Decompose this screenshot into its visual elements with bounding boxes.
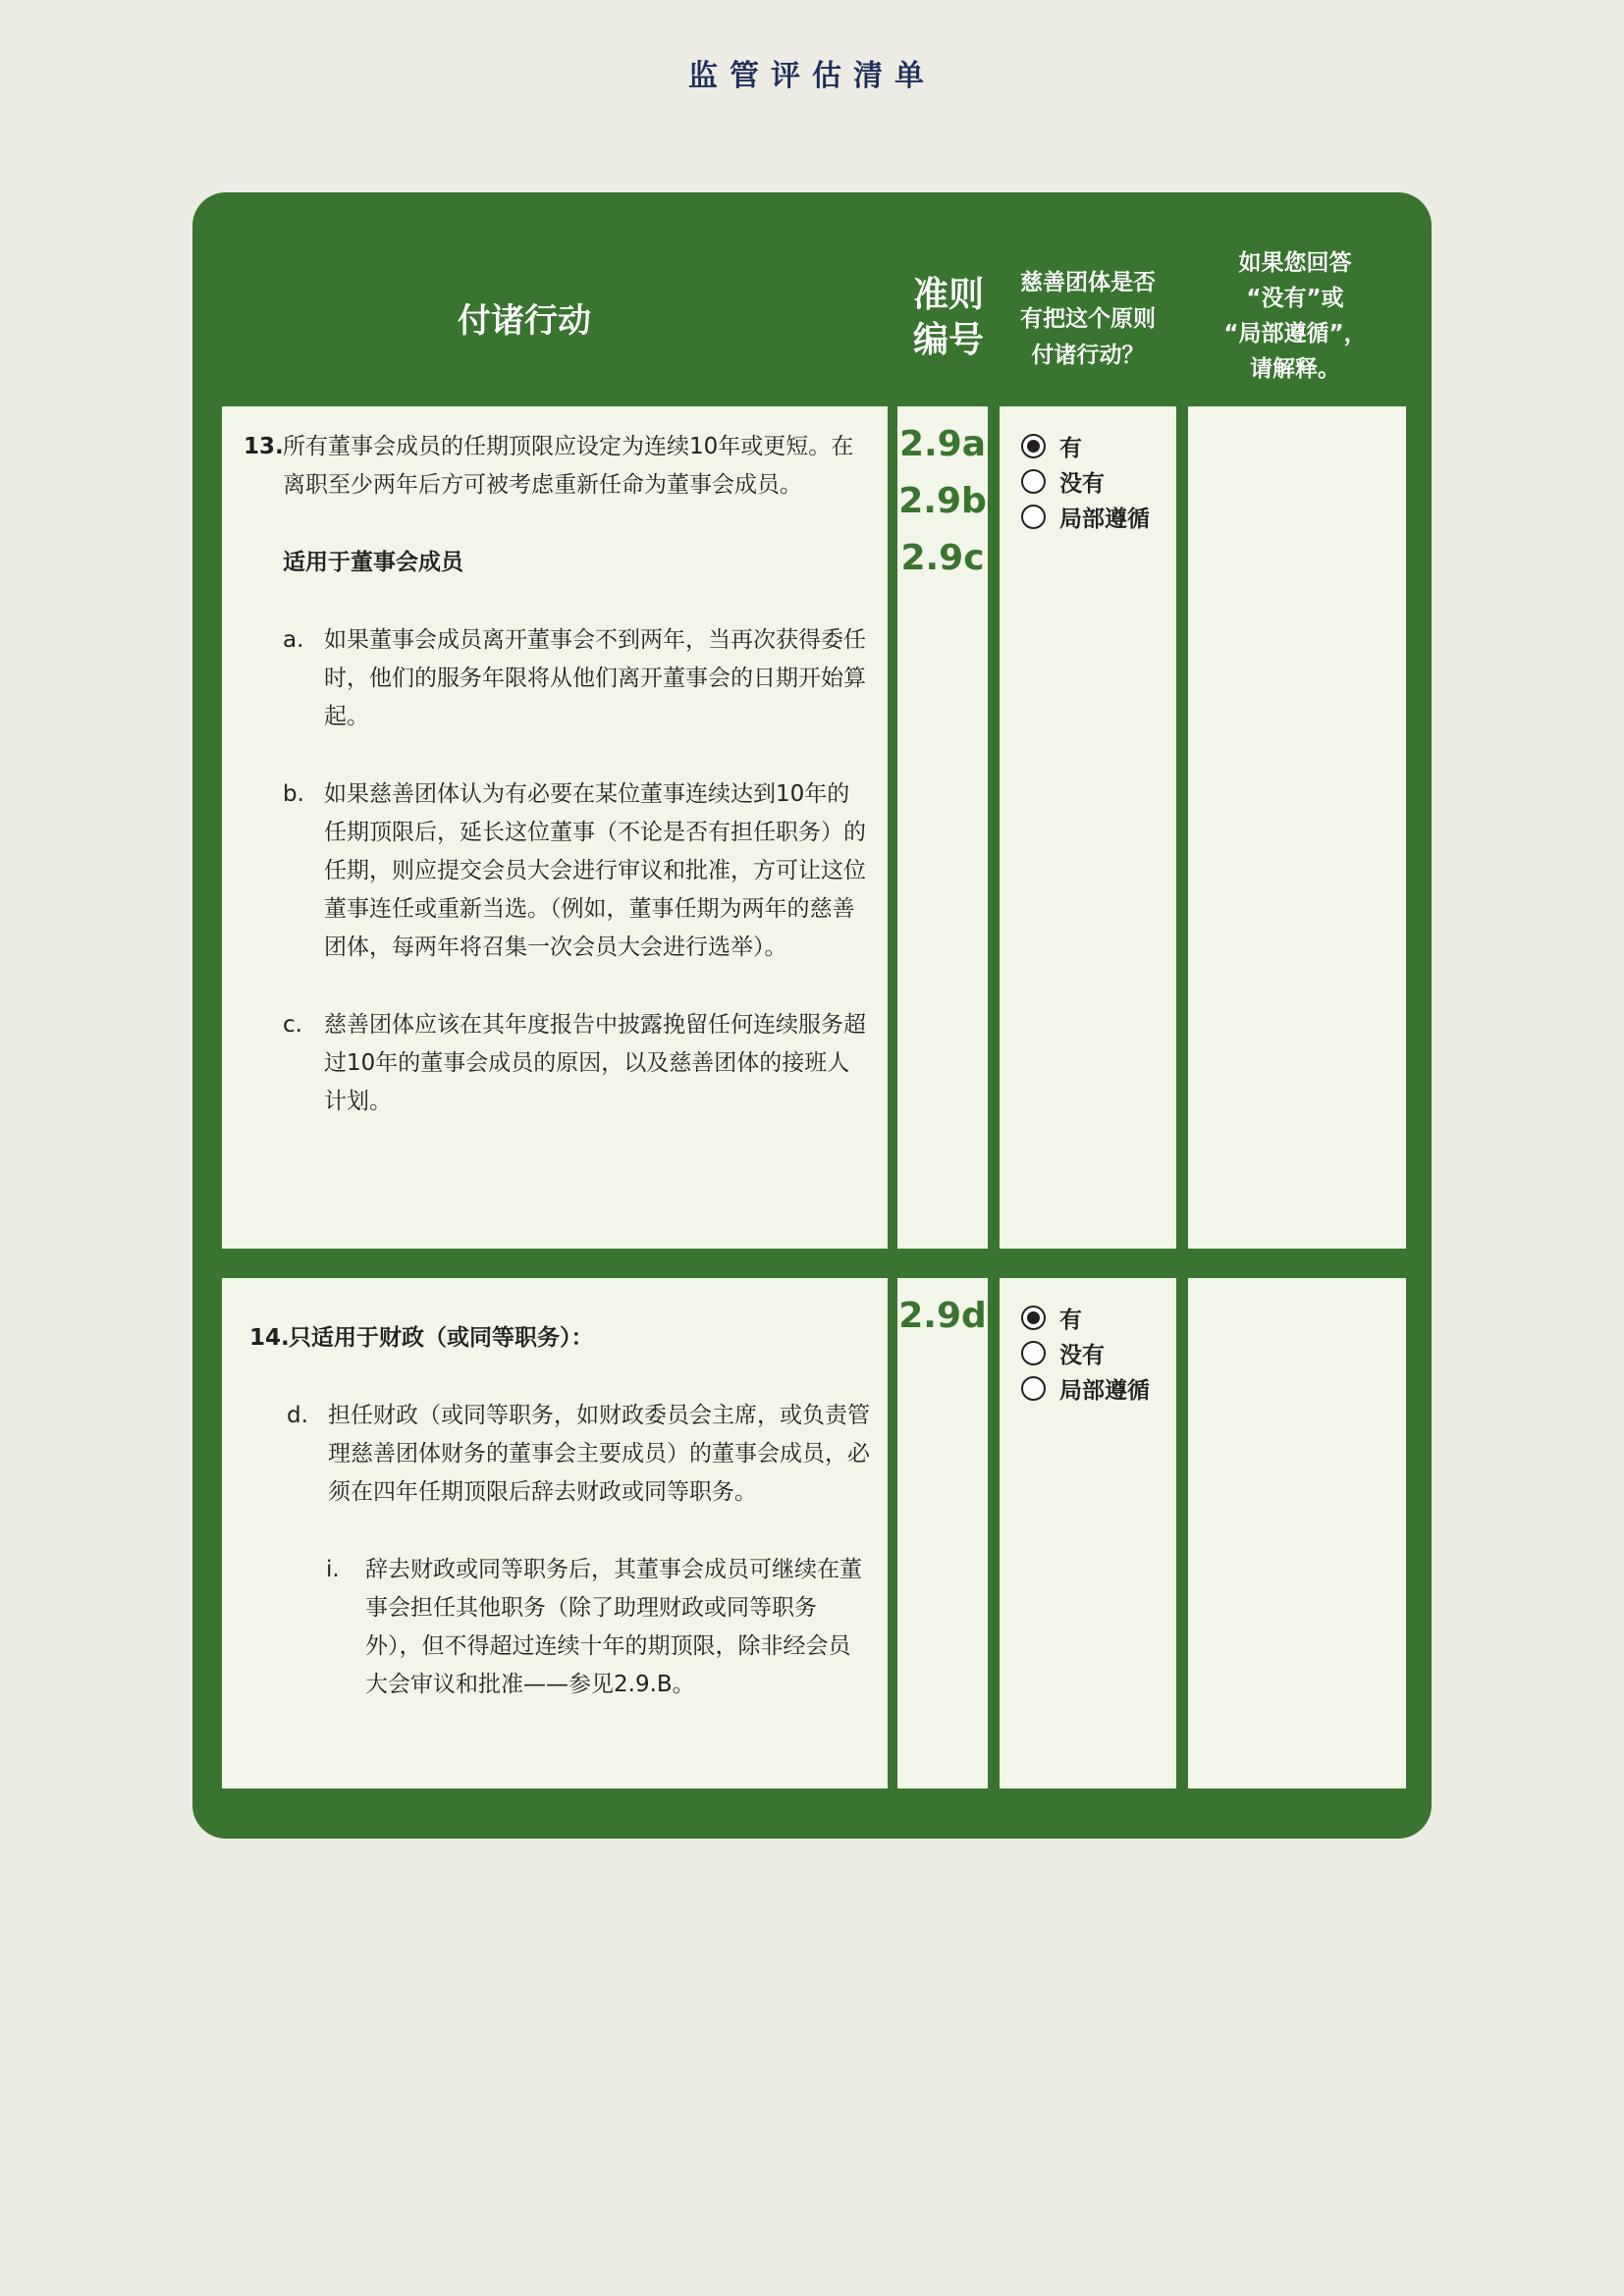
rule-ref: 2.9c — [900, 538, 985, 578]
row-13-item-b — [244, 775, 872, 967]
row-14-adopted-cell — [1000, 1278, 1176, 1789]
header-explain-line3: “局部遵循”， — [1223, 321, 1367, 347]
radio-label: 局部遵循 — [1059, 506, 1150, 532]
radio-option-partial[interactable] — [1021, 499, 1176, 534]
row-14-subitem-i — [244, 1551, 872, 1704]
radio-option-no[interactable] — [1021, 1335, 1176, 1370]
header-adopted — [990, 265, 1186, 374]
row-13-adopted-cell — [1000, 406, 1176, 1249]
header-rule-line1: 准则 — [912, 275, 984, 315]
radio-label: 有 — [1059, 1307, 1082, 1333]
row-13-radio-group — [1000, 406, 1176, 534]
radio-option-partial[interactable] — [1021, 1370, 1176, 1406]
item-text: 如果慈善团体认为有必要在某位董事连续达到10年的任期顶限后，延长这位董事（不论是否有担任职务）的任期，则应提交会员大会进行审议和批准，方可让这位董事连任或重新当选。（例如，董事任期为两年的慈善团体，每两年将召集一次会员大会进行选举）。 — [324, 781, 866, 960]
item-letter: a. — [283, 627, 304, 653]
header-explain-line4: 请解释。 — [1250, 356, 1340, 382]
row-13-action-cell — [222, 406, 888, 1249]
radio-option-no[interactable] — [1021, 463, 1176, 499]
row-13-applies-to: 适用于董事会成员 — [283, 550, 463, 575]
header-explain-line1: 如果您回答 — [1238, 250, 1352, 276]
header-adopted-line3: 付诸行动？ — [1031, 343, 1145, 368]
item-text: 如果董事会成员离开董事会不到两年，当再次获得委任时，他们的服务年限将从他们离开董事会的日期开始算起。 — [324, 627, 866, 729]
header-explain-line2: “没有”或 — [1246, 286, 1344, 311]
header-rule-number — [897, 273, 1000, 363]
radio-option-yes[interactable] — [1021, 428, 1176, 463]
radio-option-yes[interactable] — [1021, 1300, 1176, 1335]
assessment-table — [192, 192, 1432, 1839]
item-letter: d. — [287, 1403, 308, 1428]
radio-label: 有 — [1059, 435, 1082, 461]
radio-empty-icon[interactable] — [1021, 1341, 1046, 1365]
header-adopted-line2: 有把这个原则 — [1020, 306, 1156, 332]
radio-empty-icon[interactable] — [1021, 505, 1046, 529]
row-13-item-a — [244, 621, 872, 736]
row-14-rule-cell — [897, 1278, 988, 1789]
row-14-radio-group — [1000, 1278, 1176, 1406]
header-adopted-line1: 慈善团体是否 — [1020, 270, 1156, 295]
row-13-number: 13. — [244, 434, 284, 459]
item-text: 慈善团体应该在其年度报告中披露挽留任何连续服务超过10年的董事会成员的原因，以及慈善团体的接班人计划。 — [324, 1012, 866, 1114]
radio-empty-icon[interactable] — [1021, 1376, 1046, 1401]
rule-ref: 2.9a — [898, 424, 987, 464]
row-14-number: 14. — [249, 1325, 290, 1351]
radio-label: 局部遵循 — [1059, 1377, 1150, 1404]
row-14-explain-field[interactable] — [1188, 1278, 1406, 1789]
row-14-item-d — [244, 1397, 872, 1512]
item-text: 辞去财政或同等职务后，其董事会成员可继续在董事会担任其他职务（除了助理财政或同等职务外），但不得超过连续十年的期顶限，除非经会员大会审议和批准——参见2.9.B。 — [365, 1557, 862, 1697]
radio-selected-icon[interactable] — [1021, 1306, 1046, 1330]
header-rule-line2: 编号 — [912, 320, 984, 360]
row-13-item-c — [244, 1006, 872, 1121]
radio-label: 没有 — [1059, 1342, 1105, 1368]
page-title: 监管评估清单 — [688, 59, 936, 93]
header-action: 付诸行动 — [458, 301, 591, 341]
item-letter: i. — [326, 1557, 340, 1582]
row-13-explain-field[interactable] — [1188, 406, 1406, 1249]
rule-ref: 2.9b — [898, 481, 987, 521]
row-13-intro: 所有董事会成员的任期顶限应设定为连续10年或更短。在离职至少两年后方可被考虑重新任命为董事会成员。 — [283, 434, 854, 498]
item-text: 担任财政（或同等职务，如财政委员会主席，或负责管理慈善团体财务的董事会主要成员）的董事会成员，必须在四年任期顶限后辞去财政或同等职务。 — [328, 1403, 870, 1505]
radio-label: 没有 — [1059, 470, 1105, 497]
item-letter: c. — [283, 1012, 302, 1038]
radio-selected-icon[interactable] — [1021, 434, 1046, 458]
row-14-action-cell — [222, 1278, 888, 1789]
radio-empty-icon[interactable] — [1021, 469, 1046, 494]
row-14-heading: 只适用于财政（或同等职务）： — [289, 1325, 594, 1351]
row-13-rule-cell — [897, 406, 988, 1249]
item-letter: b. — [283, 781, 304, 807]
rule-ref: 2.9d — [898, 1296, 987, 1336]
header-explain — [1184, 245, 1406, 387]
